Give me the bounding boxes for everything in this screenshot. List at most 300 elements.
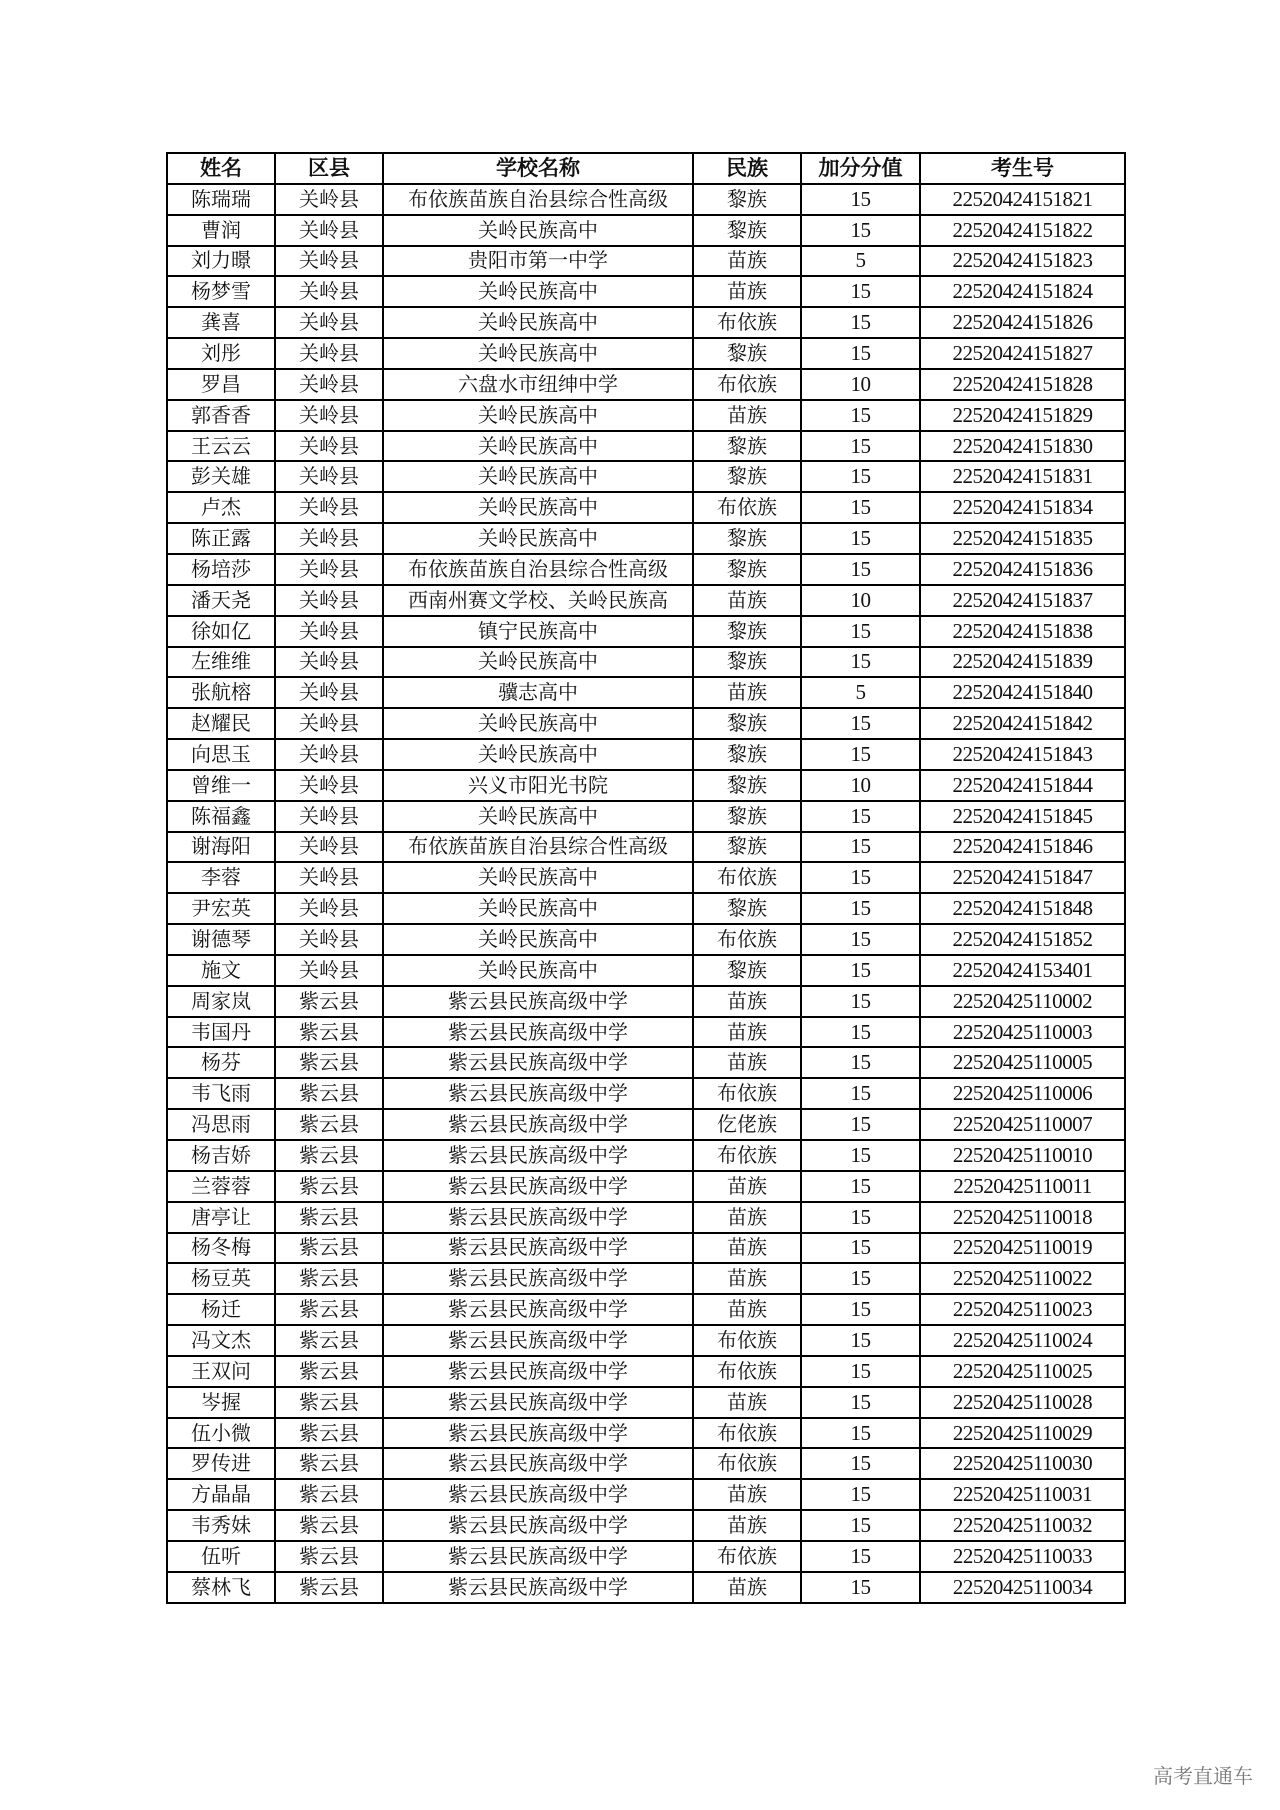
cell-school: 紫云县民族高级中学 xyxy=(383,1325,693,1356)
cell-name: 曾维一 xyxy=(167,770,275,801)
cell-exam-id: 22520424151846 xyxy=(920,832,1125,863)
cell-county: 关岭县 xyxy=(275,647,383,678)
cell-county: 关岭县 xyxy=(275,246,383,277)
cell-exam-id: 22520425110010 xyxy=(920,1140,1125,1171)
cell-name: 徐如亿 xyxy=(167,616,275,647)
cell-county: 关岭县 xyxy=(275,862,383,893)
cell-school: 西南州赛文学校、关岭民族高 xyxy=(383,585,693,616)
cell-exam-id: 22520424151823 xyxy=(920,246,1125,277)
cell-county: 紫云县 xyxy=(275,1017,383,1048)
cell-county: 紫云县 xyxy=(275,1171,383,1202)
cell-bonus: 15 xyxy=(801,431,920,462)
cell-county: 关岭县 xyxy=(275,307,383,338)
cell-county: 关岭县 xyxy=(275,955,383,986)
table-row xyxy=(167,1294,1125,1325)
cell-name: 周家岚 xyxy=(167,986,275,1017)
cell-ethnicity: 苗族 xyxy=(693,986,801,1017)
cell-name: 杨吉娇 xyxy=(167,1140,275,1171)
cell-bonus: 15 xyxy=(801,1171,920,1202)
cell-name: 王双问 xyxy=(167,1356,275,1387)
cell-school: 关岭民族高中 xyxy=(383,215,693,246)
table-header-row xyxy=(167,153,1125,184)
table-row xyxy=(167,1387,1125,1418)
cell-bonus: 15 xyxy=(801,307,920,338)
cell-county: 紫云县 xyxy=(275,1263,383,1294)
cell-exam-id: 22520424151840 xyxy=(920,677,1125,708)
cell-name: 韦秀妹 xyxy=(167,1510,275,1541)
cell-bonus: 5 xyxy=(801,677,920,708)
header-ethnicity: 民族 xyxy=(693,153,801,184)
cell-name: 李蓉 xyxy=(167,862,275,893)
table-row xyxy=(167,1233,1125,1264)
cell-ethnicity: 布依族 xyxy=(693,1078,801,1109)
cell-county: 紫云县 xyxy=(275,1572,383,1603)
cell-ethnicity: 布依族 xyxy=(693,1325,801,1356)
cell-bonus: 15 xyxy=(801,1294,920,1325)
cell-county: 紫云县 xyxy=(275,1418,383,1449)
cell-exam-id: 22520424151845 xyxy=(920,801,1125,832)
cell-name: 向思玉 xyxy=(167,739,275,770)
cell-school: 贵阳市第一中学 xyxy=(383,246,693,277)
table-row xyxy=(167,862,1125,893)
cell-county: 紫云县 xyxy=(275,1109,383,1140)
cell-exam-id: 22520424151847 xyxy=(920,862,1125,893)
cell-bonus: 15 xyxy=(801,1510,920,1541)
cell-school: 紫云县民族高级中学 xyxy=(383,1078,693,1109)
cell-county: 紫云县 xyxy=(275,1078,383,1109)
cell-name: 杨培莎 xyxy=(167,554,275,585)
cell-bonus: 15 xyxy=(801,955,920,986)
cell-exam-id: 22520424151848 xyxy=(920,893,1125,924)
header-county: 区县 xyxy=(275,153,383,184)
cell-county: 紫云县 xyxy=(275,1479,383,1510)
cell-bonus: 15 xyxy=(801,215,920,246)
cell-bonus: 15 xyxy=(801,893,920,924)
cell-exam-id: 22520425110028 xyxy=(920,1387,1125,1418)
cell-ethnicity: 布依族 xyxy=(693,1448,801,1479)
cell-county: 关岭县 xyxy=(275,523,383,554)
cell-bonus: 10 xyxy=(801,369,920,400)
cell-bonus: 15 xyxy=(801,1202,920,1233)
cell-ethnicity: 黎族 xyxy=(693,893,801,924)
cell-name: 杨豆英 xyxy=(167,1263,275,1294)
cell-exam-id: 22520424151852 xyxy=(920,924,1125,955)
table-row xyxy=(167,1572,1125,1603)
cell-ethnicity: 黎族 xyxy=(693,431,801,462)
cell-school: 关岭民族高中 xyxy=(383,431,693,462)
cell-name: 谢海阳 xyxy=(167,832,275,863)
cell-school: 布依族苗族自治县综合性高级 xyxy=(383,554,693,585)
table-row xyxy=(167,461,1125,492)
cell-name: 赵耀民 xyxy=(167,708,275,739)
cell-school: 紫云县民族高级中学 xyxy=(383,1263,693,1294)
cell-bonus: 15 xyxy=(801,1047,920,1078)
cell-bonus: 15 xyxy=(801,184,920,215)
cell-bonus: 15 xyxy=(801,1572,920,1603)
cell-ethnicity: 苗族 xyxy=(693,400,801,431)
cell-ethnicity: 布依族 xyxy=(693,307,801,338)
cell-county: 关岭县 xyxy=(275,832,383,863)
cell-exam-id: 22520424151829 xyxy=(920,400,1125,431)
cell-bonus: 15 xyxy=(801,1325,920,1356)
table-row xyxy=(167,1448,1125,1479)
table-row xyxy=(167,1263,1125,1294)
cell-school: 关岭民族高中 xyxy=(383,307,693,338)
cell-exam-id: 22520425110024 xyxy=(920,1325,1125,1356)
cell-school: 关岭民族高中 xyxy=(383,862,693,893)
cell-name: 陈瑞瑞 xyxy=(167,184,275,215)
cell-exam-id: 22520425110022 xyxy=(920,1263,1125,1294)
cell-ethnicity: 黎族 xyxy=(693,708,801,739)
cell-bonus: 15 xyxy=(801,1109,920,1140)
cell-school: 关岭民族高中 xyxy=(383,647,693,678)
cell-exam-id: 22520425110005 xyxy=(920,1047,1125,1078)
cell-county: 关岭县 xyxy=(275,554,383,585)
cell-county: 紫云县 xyxy=(275,1294,383,1325)
cell-name: 冯思雨 xyxy=(167,1109,275,1140)
cell-name: 杨梦雪 xyxy=(167,276,275,307)
cell-bonus: 15 xyxy=(801,554,920,585)
cell-ethnicity: 黎族 xyxy=(693,739,801,770)
cell-school: 六盘水市纽绅中学 xyxy=(383,369,693,400)
cell-name: 郭香香 xyxy=(167,400,275,431)
cell-school: 紫云县民族高级中学 xyxy=(383,1202,693,1233)
cell-ethnicity: 苗族 xyxy=(693,1047,801,1078)
cell-ethnicity: 仡佬族 xyxy=(693,1109,801,1140)
cell-name: 张航榕 xyxy=(167,677,275,708)
cell-exam-id: 22520424151830 xyxy=(920,431,1125,462)
cell-exam-id: 22520424151836 xyxy=(920,554,1125,585)
table-row xyxy=(167,523,1125,554)
cell-county: 关岭县 xyxy=(275,924,383,955)
cell-bonus: 15 xyxy=(801,1017,920,1048)
cell-county: 关岭县 xyxy=(275,677,383,708)
cell-school: 关岭民族高中 xyxy=(383,400,693,431)
cell-ethnicity: 布依族 xyxy=(693,862,801,893)
cell-exam-id: 22520425110007 xyxy=(920,1109,1125,1140)
cell-name: 杨迁 xyxy=(167,1294,275,1325)
cell-bonus: 15 xyxy=(801,1263,920,1294)
cell-school: 紫云县民族高级中学 xyxy=(383,1418,693,1449)
table-row xyxy=(167,1109,1125,1140)
cell-school: 兴义市阳光书院 xyxy=(383,770,693,801)
table-row xyxy=(167,554,1125,585)
cell-school: 紫云县民族高级中学 xyxy=(383,1294,693,1325)
cell-name: 杨冬梅 xyxy=(167,1233,275,1264)
cell-ethnicity: 布依族 xyxy=(693,492,801,523)
cell-county: 紫云县 xyxy=(275,1233,383,1264)
cell-name: 彭关雄 xyxy=(167,461,275,492)
cell-bonus: 15 xyxy=(801,1479,920,1510)
cell-exam-id: 22520425110034 xyxy=(920,1572,1125,1603)
cell-school: 紫云县民族高级中学 xyxy=(383,1510,693,1541)
cell-school: 紫云县民族高级中学 xyxy=(383,1047,693,1078)
cell-bonus: 15 xyxy=(801,492,920,523)
table-row xyxy=(167,677,1125,708)
table-row xyxy=(167,1541,1125,1572)
cell-bonus: 15 xyxy=(801,1078,920,1109)
cell-ethnicity: 布依族 xyxy=(693,1541,801,1572)
cell-bonus: 5 xyxy=(801,246,920,277)
cell-school: 紫云县民族高级中学 xyxy=(383,1017,693,1048)
table-row xyxy=(167,369,1125,400)
cell-exam-id: 22520424151821 xyxy=(920,184,1125,215)
cell-county: 关岭县 xyxy=(275,492,383,523)
cell-ethnicity: 苗族 xyxy=(693,1171,801,1202)
cell-bonus: 10 xyxy=(801,770,920,801)
cell-school: 紫云县民族高级中学 xyxy=(383,986,693,1017)
cell-bonus: 15 xyxy=(801,1541,920,1572)
cell-exam-id: 22520425110019 xyxy=(920,1233,1125,1264)
cell-name: 冯文杰 xyxy=(167,1325,275,1356)
table-body xyxy=(167,184,1125,1603)
cell-exam-id: 22520425110030 xyxy=(920,1448,1125,1479)
cell-ethnicity: 布依族 xyxy=(693,1140,801,1171)
table-row xyxy=(167,215,1125,246)
table-row xyxy=(167,739,1125,770)
cell-county: 紫云县 xyxy=(275,1140,383,1171)
cell-ethnicity: 黎族 xyxy=(693,955,801,986)
cell-exam-id: 22520425110031 xyxy=(920,1479,1125,1510)
cell-school: 关岭民族高中 xyxy=(383,893,693,924)
cell-name: 龚喜 xyxy=(167,307,275,338)
cell-name: 陈正露 xyxy=(167,523,275,554)
table-row xyxy=(167,276,1125,307)
cell-exam-id: 22520425110003 xyxy=(920,1017,1125,1048)
cell-ethnicity: 苗族 xyxy=(693,1510,801,1541)
cell-ethnicity: 苗族 xyxy=(693,677,801,708)
cell-county: 紫云县 xyxy=(275,1047,383,1078)
cell-exam-id: 22520425110032 xyxy=(920,1510,1125,1541)
cell-exam-id: 22520424151831 xyxy=(920,461,1125,492)
cell-name: 方晶晶 xyxy=(167,1479,275,1510)
cell-bonus: 15 xyxy=(801,400,920,431)
cell-county: 关岭县 xyxy=(275,431,383,462)
table-row xyxy=(167,492,1125,523)
cell-school: 关岭民族高中 xyxy=(383,708,693,739)
cell-ethnicity: 布依族 xyxy=(693,924,801,955)
cell-ethnicity: 苗族 xyxy=(693,1387,801,1418)
cell-exam-id: 22520424153401 xyxy=(920,955,1125,986)
cell-county: 紫云县 xyxy=(275,1325,383,1356)
cell-name: 唐亭让 xyxy=(167,1202,275,1233)
cell-name: 罗昌 xyxy=(167,369,275,400)
cell-county: 紫云县 xyxy=(275,1448,383,1479)
table-row xyxy=(167,1078,1125,1109)
cell-county: 关岭县 xyxy=(275,893,383,924)
cell-ethnicity: 黎族 xyxy=(693,832,801,863)
cell-name: 韦飞雨 xyxy=(167,1078,275,1109)
cell-bonus: 15 xyxy=(801,832,920,863)
cell-county: 关岭县 xyxy=(275,739,383,770)
cell-county: 关岭县 xyxy=(275,276,383,307)
header-school: 学校名称 xyxy=(383,153,693,184)
table-row xyxy=(167,1325,1125,1356)
cell-name: 岑握 xyxy=(167,1387,275,1418)
cell-school: 关岭民族高中 xyxy=(383,523,693,554)
cell-school: 关岭民族高中 xyxy=(383,338,693,369)
cell-ethnicity: 黎族 xyxy=(693,647,801,678)
cell-exam-id: 22520424151842 xyxy=(920,708,1125,739)
cell-county: 关岭县 xyxy=(275,461,383,492)
cell-school: 紫云县民族高级中学 xyxy=(383,1479,693,1510)
table-row xyxy=(167,924,1125,955)
table-row xyxy=(167,585,1125,616)
cell-county: 关岭县 xyxy=(275,770,383,801)
cell-bonus: 15 xyxy=(801,276,920,307)
cell-school: 紫云县民族高级中学 xyxy=(383,1448,693,1479)
cell-exam-id: 22520425110018 xyxy=(920,1202,1125,1233)
cell-ethnicity: 苗族 xyxy=(693,1202,801,1233)
cell-exam-id: 22520425110023 xyxy=(920,1294,1125,1325)
cell-name: 陈福鑫 xyxy=(167,801,275,832)
cell-name: 潘天尧 xyxy=(167,585,275,616)
cell-exam-id: 22520424151826 xyxy=(920,307,1125,338)
candidate-bonus-table xyxy=(166,152,1126,1604)
cell-exam-id: 22520425110011 xyxy=(920,1171,1125,1202)
cell-name: 刘力暻 xyxy=(167,246,275,277)
cell-school: 关岭民族高中 xyxy=(383,492,693,523)
cell-ethnicity: 苗族 xyxy=(693,1479,801,1510)
table-row xyxy=(167,1418,1125,1449)
cell-bonus: 15 xyxy=(801,523,920,554)
cell-county: 关岭县 xyxy=(275,400,383,431)
cell-exam-id: 22520424151839 xyxy=(920,647,1125,678)
cell-bonus: 15 xyxy=(801,986,920,1017)
cell-exam-id: 22520424151824 xyxy=(920,276,1125,307)
cell-ethnicity: 苗族 xyxy=(693,1263,801,1294)
cell-bonus: 15 xyxy=(801,647,920,678)
cell-name: 刘彤 xyxy=(167,338,275,369)
table-row xyxy=(167,431,1125,462)
cell-ethnicity: 苗族 xyxy=(693,1572,801,1603)
table-row xyxy=(167,1356,1125,1387)
cell-exam-id: 22520424151822 xyxy=(920,215,1125,246)
cell-county: 紫云县 xyxy=(275,986,383,1017)
cell-exam-id: 22520425110033 xyxy=(920,1541,1125,1572)
cell-ethnicity: 布依族 xyxy=(693,1356,801,1387)
cell-exam-id: 22520424151838 xyxy=(920,616,1125,647)
cell-school: 紫云县民族高级中学 xyxy=(383,1356,693,1387)
cell-school: 紫云县民族高级中学 xyxy=(383,1387,693,1418)
table-row xyxy=(167,955,1125,986)
cell-name: 蔡林飞 xyxy=(167,1572,275,1603)
cell-ethnicity: 黎族 xyxy=(693,523,801,554)
cell-ethnicity: 黎族 xyxy=(693,461,801,492)
cell-school: 关岭民族高中 xyxy=(383,924,693,955)
table-row xyxy=(167,647,1125,678)
cell-name: 尹宏英 xyxy=(167,893,275,924)
table-row xyxy=(167,307,1125,338)
cell-school: 布依族苗族自治县综合性高级 xyxy=(383,184,693,215)
cell-ethnicity: 布依族 xyxy=(693,1418,801,1449)
cell-county: 紫云县 xyxy=(275,1510,383,1541)
cell-school: 关岭民族高中 xyxy=(383,461,693,492)
cell-bonus: 10 xyxy=(801,585,920,616)
cell-bonus: 15 xyxy=(801,1233,920,1264)
cell-exam-id: 22520424151843 xyxy=(920,739,1125,770)
cell-exam-id: 22520424151835 xyxy=(920,523,1125,554)
cell-ethnicity: 布依族 xyxy=(693,369,801,400)
cell-exam-id: 22520424151844 xyxy=(920,770,1125,801)
cell-school: 关岭民族高中 xyxy=(383,801,693,832)
cell-county: 关岭县 xyxy=(275,801,383,832)
cell-county: 紫云县 xyxy=(275,1541,383,1572)
watermark: 高考直通车 xyxy=(1153,1764,1253,1788)
cell-county: 紫云县 xyxy=(275,1202,383,1233)
cell-county: 关岭县 xyxy=(275,616,383,647)
cell-name: 左维维 xyxy=(167,647,275,678)
cell-name: 韦国丹 xyxy=(167,1017,275,1048)
cell-ethnicity: 苗族 xyxy=(693,585,801,616)
cell-school: 紫云县民族高级中学 xyxy=(383,1171,693,1202)
cell-school: 骥志高中 xyxy=(383,677,693,708)
table-row xyxy=(167,616,1125,647)
cell-bonus: 15 xyxy=(801,708,920,739)
cell-exam-id: 22520424151828 xyxy=(920,369,1125,400)
cell-exam-id: 22520425110029 xyxy=(920,1418,1125,1449)
cell-bonus: 15 xyxy=(801,461,920,492)
table-row xyxy=(167,1047,1125,1078)
table-row xyxy=(167,986,1125,1017)
cell-county: 关岭县 xyxy=(275,184,383,215)
table-row xyxy=(167,246,1125,277)
cell-bonus: 15 xyxy=(801,1140,920,1171)
table-row xyxy=(167,893,1125,924)
header-name: 姓名 xyxy=(167,153,275,184)
cell-county: 紫云县 xyxy=(275,1387,383,1418)
cell-county: 关岭县 xyxy=(275,338,383,369)
cell-bonus: 15 xyxy=(801,338,920,369)
cell-ethnicity: 黎族 xyxy=(693,215,801,246)
cell-name: 杨芬 xyxy=(167,1047,275,1078)
cell-ethnicity: 黎族 xyxy=(693,554,801,585)
table-row xyxy=(167,1017,1125,1048)
cell-school: 关岭民族高中 xyxy=(383,739,693,770)
cell-bonus: 15 xyxy=(801,1418,920,1449)
table-row xyxy=(167,708,1125,739)
cell-bonus: 15 xyxy=(801,1356,920,1387)
cell-bonus: 15 xyxy=(801,1387,920,1418)
cell-school: 布依族苗族自治县综合性高级 xyxy=(383,832,693,863)
cell-exam-id: 22520425110002 xyxy=(920,986,1125,1017)
header-bonus: 加分分值 xyxy=(801,153,920,184)
table-row xyxy=(167,1202,1125,1233)
cell-bonus: 15 xyxy=(801,862,920,893)
cell-exam-id: 22520424151827 xyxy=(920,338,1125,369)
cell-county: 紫云县 xyxy=(275,1356,383,1387)
cell-ethnicity: 苗族 xyxy=(693,1017,801,1048)
cell-exam-id: 22520424151837 xyxy=(920,585,1125,616)
header-exam-id: 考生号 xyxy=(920,153,1125,184)
cell-ethnicity: 黎族 xyxy=(693,801,801,832)
table-row xyxy=(167,801,1125,832)
cell-school: 紫云县民族高级中学 xyxy=(383,1541,693,1572)
cell-school: 关岭民族高中 xyxy=(383,955,693,986)
cell-ethnicity: 黎族 xyxy=(693,616,801,647)
cell-ethnicity: 苗族 xyxy=(693,246,801,277)
cell-name: 王云云 xyxy=(167,431,275,462)
cell-bonus: 15 xyxy=(801,616,920,647)
table-row xyxy=(167,770,1125,801)
cell-ethnicity: 苗族 xyxy=(693,1233,801,1264)
cell-ethnicity: 黎族 xyxy=(693,184,801,215)
cell-school: 关岭民族高中 xyxy=(383,276,693,307)
cell-bonus: 15 xyxy=(801,739,920,770)
table-row xyxy=(167,400,1125,431)
cell-county: 关岭县 xyxy=(275,215,383,246)
cell-school: 紫云县民族高级中学 xyxy=(383,1572,693,1603)
